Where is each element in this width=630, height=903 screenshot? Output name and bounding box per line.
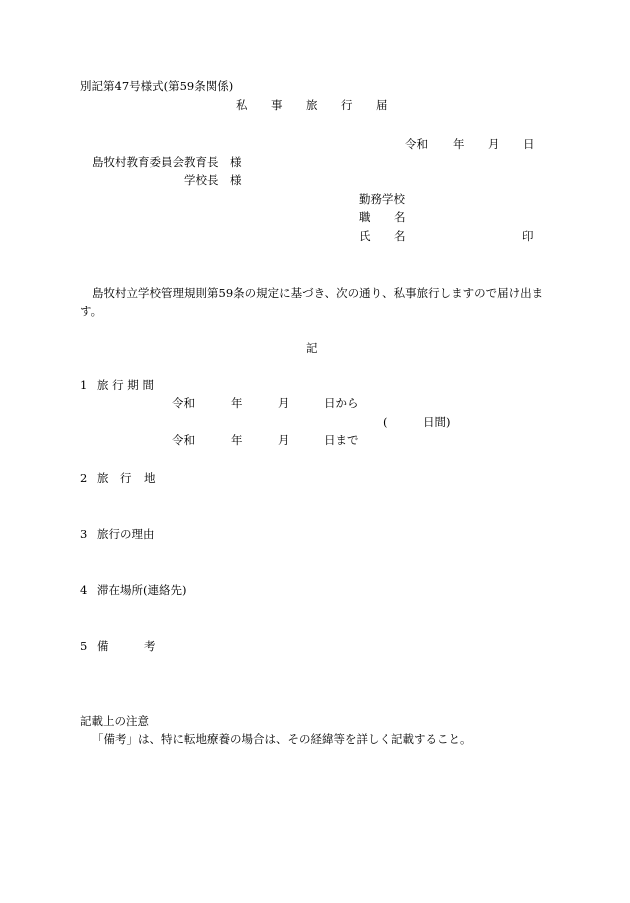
to-month: 月 [278, 433, 290, 447]
ki-heading: 記 [306, 341, 318, 355]
from-era: 令和 [172, 396, 195, 410]
to-day: 日まで [324, 433, 359, 447]
form-number: 別記第47号様式(第59条関係) [80, 79, 234, 93]
item4-label: 滞在場所(連絡先) [97, 583, 187, 597]
title-char-5: 届 [376, 98, 388, 112]
addressee-principal: 学校長 様 [184, 173, 242, 187]
school-label: 勤務学校 [359, 192, 405, 206]
item2-number: 2 [80, 471, 88, 485]
seal-mark: 印 [522, 229, 534, 243]
name-label-b: 名 [394, 229, 406, 243]
title-char-4: 行 [341, 98, 353, 112]
item2-label-a: 旅 [97, 471, 109, 485]
from-year: 年 [231, 396, 243, 410]
item3-label: 旅行の理由 [97, 527, 155, 541]
title-char-1: 私 [236, 98, 248, 112]
date-year: 年 [453, 137, 465, 151]
item2-label-c: 地 [144, 471, 156, 485]
item3-number: 3 [80, 527, 88, 541]
item1-number: 1 [80, 378, 88, 392]
date-month: 月 [488, 137, 500, 151]
body-text-line-1: 島牧村立学校管理規則第59条の規定に基づき、次の通り、私事旅行しますので届け出ま [92, 286, 544, 300]
to-year: 年 [231, 433, 243, 447]
item5-label-b: 考 [144, 639, 156, 653]
body-text-line-2: す。 [80, 304, 103, 318]
item5-number: 5 [80, 639, 88, 653]
position-label-b: 名 [394, 210, 406, 224]
notes-heading: 記載上の注意 [80, 714, 149, 728]
item1-label: 旅 行 期 間 [97, 378, 154, 392]
title-char-2: 事 [271, 98, 283, 112]
date-day: 日 [523, 137, 535, 151]
item2-label-b: 行 [120, 471, 132, 485]
days-open-paren: ( [383, 415, 388, 429]
addressee-superintendent: 島牧村教育委員会教育長 様 [92, 155, 242, 169]
notes-text: 「備考」は、特に転地療養の場合は、その経緯等を詳しく記載すること。 [92, 732, 472, 746]
item5-label-a: 備 [97, 639, 109, 653]
from-month: 月 [278, 396, 290, 410]
position-label-a: 職 [359, 210, 371, 224]
title-char-3: 旅 [306, 98, 318, 112]
date-era: 令和 [405, 137, 428, 151]
item4-number: 4 [80, 583, 88, 597]
to-era: 令和 [172, 433, 195, 447]
days-close: 日間) [423, 415, 451, 429]
from-day: 日から [324, 396, 359, 410]
name-label-a: 氏 [359, 229, 371, 243]
